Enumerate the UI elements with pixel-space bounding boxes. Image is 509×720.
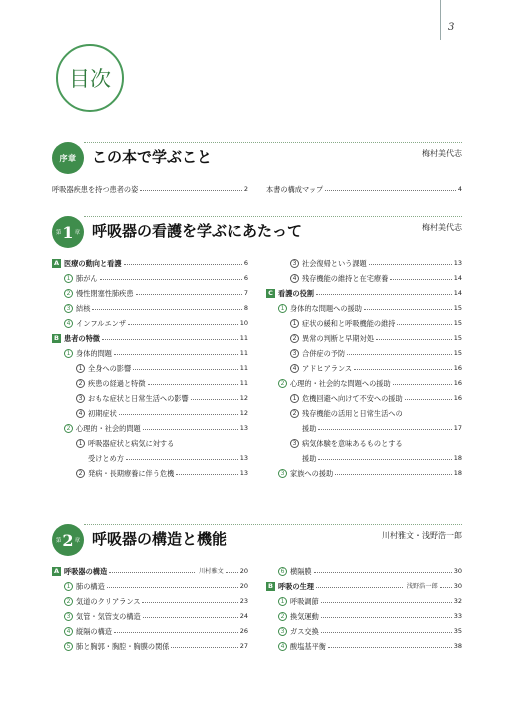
page-ref: 11 bbox=[239, 364, 248, 372]
page-ref: 16 bbox=[453, 379, 462, 387]
dot-leader bbox=[109, 572, 195, 573]
toc-entry[interactable] bbox=[52, 466, 248, 481]
toc-label: 看護の役割 bbox=[278, 289, 314, 298]
page-ref: 30 bbox=[453, 582, 462, 590]
toc-entry[interactable] bbox=[52, 639, 248, 654]
item-number-marker: 4 bbox=[290, 364, 299, 373]
toc-label: 身体的問題 bbox=[76, 349, 112, 358]
page-ref: 16 bbox=[453, 364, 462, 372]
page-number: 3 bbox=[448, 22, 455, 33]
toc-section[interactable] bbox=[266, 579, 462, 594]
chapter-2-left-column bbox=[52, 564, 248, 654]
page-ref: 23 bbox=[239, 597, 248, 605]
toc-label: 心理的・社会的問題 bbox=[76, 424, 141, 433]
toc-label: 結核 bbox=[76, 304, 91, 313]
page-ref: 20 bbox=[239, 567, 248, 575]
intro-chapter bbox=[52, 142, 462, 202]
page-ref: 35 bbox=[453, 627, 462, 635]
toc-entry[interactable] bbox=[266, 421, 462, 436]
toc-entry[interactable] bbox=[266, 451, 462, 466]
item-number-marker: 1 bbox=[64, 582, 73, 591]
toc-entry[interactable] bbox=[52, 624, 248, 639]
toc-label: 家族への援助 bbox=[290, 469, 334, 478]
dot-leader bbox=[114, 632, 238, 633]
dot-leader bbox=[114, 354, 238, 355]
page-ref: 13 bbox=[239, 454, 248, 462]
page-ref: 12 bbox=[239, 409, 248, 417]
page-ref: 18 bbox=[453, 469, 462, 477]
chapter-rule bbox=[84, 142, 462, 143]
item-number-marker: 2 bbox=[64, 424, 73, 433]
dot-leader bbox=[143, 429, 238, 430]
toc-label: ガス交換 bbox=[290, 627, 319, 636]
item-number-marker: 1 bbox=[278, 597, 287, 606]
section-author: 川村雅文 bbox=[198, 568, 224, 575]
page-ref: 13 bbox=[239, 469, 248, 477]
item-number-marker: 1 bbox=[76, 439, 85, 448]
dot-leader bbox=[128, 324, 238, 325]
page-ref: 10 bbox=[239, 319, 248, 327]
page-ref: 8 bbox=[243, 304, 248, 312]
item-number-marker: 2 bbox=[290, 334, 299, 343]
dot-leader bbox=[369, 264, 452, 265]
chapter-1-right-column bbox=[266, 256, 462, 481]
item-number-marker: 4 bbox=[290, 274, 299, 283]
toc-label: 肺と胸郭・胸腔・胸膜の関係 bbox=[76, 642, 170, 651]
toc-entry[interactable] bbox=[52, 436, 248, 451]
chapter-2-title: 呼吸器の構造と機能 bbox=[92, 530, 228, 548]
dot-leader bbox=[107, 587, 238, 588]
toc-entry[interactable] bbox=[52, 301, 248, 316]
chapter-1 bbox=[52, 216, 462, 252]
toc-label: 縦隔の構造 bbox=[76, 627, 112, 636]
page-ref: 15 bbox=[453, 349, 462, 357]
item-number-marker: 1 bbox=[290, 319, 299, 328]
toc-label: おもな症状と日常生活への影響 bbox=[88, 394, 189, 403]
page-ref: 15 bbox=[453, 319, 462, 327]
toc-section[interactable] bbox=[266, 286, 462, 301]
page-ref: 14 bbox=[453, 274, 462, 282]
toc-label: 患者の特徴 bbox=[64, 334, 100, 343]
dot-leader bbox=[390, 279, 451, 280]
toc-entry[interactable] bbox=[266, 436, 462, 451]
page-ref: 12 bbox=[239, 394, 248, 402]
toc-label: 呼吸調節 bbox=[290, 597, 319, 606]
item-number-marker: 3 bbox=[290, 349, 299, 358]
item-number-marker: 4 bbox=[278, 642, 287, 651]
toc-section[interactable] bbox=[52, 564, 248, 579]
dot-leader bbox=[321, 632, 452, 633]
toc-entry[interactable] bbox=[266, 301, 462, 316]
toc-label: 身体的な問題への援助 bbox=[290, 304, 362, 313]
toc-entry[interactable]: 本書の構成マップ 4 bbox=[266, 185, 462, 194]
toc-section[interactable] bbox=[52, 256, 248, 271]
toc-label: 横隔膜 bbox=[290, 567, 312, 576]
dot-leader bbox=[126, 459, 238, 460]
item-number-marker: 5 bbox=[64, 642, 73, 651]
toc-label: 気道のクリアランス bbox=[76, 597, 141, 606]
page-ref: 17 bbox=[453, 424, 462, 432]
toc-entry[interactable] bbox=[52, 346, 248, 361]
dot-leader bbox=[397, 324, 451, 325]
section-letter-badge: A bbox=[53, 567, 60, 575]
toc-label: 危機回避へ向けて不安への援助 bbox=[302, 394, 403, 403]
dot-leader bbox=[191, 399, 238, 400]
dot-leader bbox=[316, 294, 452, 295]
dot-leader bbox=[100, 279, 242, 280]
item-number-marker: 4 bbox=[76, 409, 85, 418]
item-number-marker: 2 bbox=[278, 379, 287, 388]
section-letter-badge: B bbox=[266, 582, 275, 591]
page-ref: 32 bbox=[453, 597, 462, 605]
toc-label: 症状の緩和と呼吸機能の維持 bbox=[302, 319, 396, 328]
toc-label: 気管・気管支の構造 bbox=[76, 612, 141, 621]
page-ref: 11 bbox=[239, 379, 248, 387]
section-letter-badge: C bbox=[266, 289, 275, 298]
toc-label: 呼吸の生理 bbox=[278, 582, 314, 591]
toc-label: 残存機能の活用と日常生活への bbox=[302, 409, 403, 418]
toc-entry[interactable] bbox=[266, 466, 462, 481]
toc-entry[interactable] bbox=[52, 361, 248, 376]
dot-leader bbox=[393, 384, 452, 385]
toc-entry[interactable] bbox=[52, 609, 248, 624]
page-ref: 11 bbox=[239, 349, 248, 357]
page-ref: 6 bbox=[243, 274, 248, 282]
page-ref: 14 bbox=[453, 289, 462, 297]
toc-label: 受けとめ方 bbox=[88, 454, 124, 463]
toc-entry[interactable] bbox=[266, 376, 462, 391]
chapter-1-title: 呼吸器の看護を学ぶにあたって bbox=[92, 222, 303, 240]
toc-entry[interactable] bbox=[266, 346, 462, 361]
section-author: 浅野浩一郎 bbox=[406, 583, 438, 590]
page-ref: 6 bbox=[243, 259, 248, 267]
item-number-marker: 3 bbox=[76, 394, 85, 403]
intro-badge: 序章 bbox=[52, 142, 84, 174]
dot-leader bbox=[354, 369, 452, 370]
dot-leader bbox=[318, 429, 451, 430]
dot-leader bbox=[171, 647, 237, 648]
dot-leader bbox=[440, 587, 452, 588]
toc-title: 目次 bbox=[69, 67, 111, 91]
dot-leader bbox=[316, 587, 403, 588]
chapter-2-author: 川村雅文・浅野浩一郎 bbox=[382, 531, 462, 540]
dot-leader bbox=[314, 572, 452, 573]
item-number-marker: 3 bbox=[64, 304, 73, 313]
toc-label: 呼吸器症状と病気に対する bbox=[88, 439, 175, 448]
page-ref: 15 bbox=[453, 304, 462, 312]
page-ref: 38 bbox=[453, 642, 462, 650]
toc-title-circle bbox=[56, 44, 124, 112]
toc-entry[interactable] bbox=[266, 256, 462, 271]
item-number-marker: 4 bbox=[64, 319, 73, 328]
dot-leader bbox=[142, 602, 237, 603]
page-ref: 11 bbox=[239, 334, 248, 342]
toc-entry[interactable] bbox=[52, 421, 248, 436]
toc-entry[interactable] bbox=[52, 391, 248, 406]
page-ref: 15 bbox=[453, 334, 462, 342]
item-number-marker: 2 bbox=[76, 379, 85, 388]
page-ref: 18 bbox=[453, 454, 462, 462]
dot-leader bbox=[321, 617, 452, 618]
section-letter-badge: A bbox=[53, 259, 60, 267]
page-ref: 26 bbox=[239, 627, 248, 635]
chapter-1-author: 梅村美代志 bbox=[422, 223, 462, 232]
page-ref: 24 bbox=[239, 612, 248, 620]
page-ref: 27 bbox=[239, 642, 248, 650]
toc-entry[interactable] bbox=[266, 271, 462, 286]
page-ref: 16 bbox=[453, 394, 462, 402]
page-ref: 13 bbox=[239, 424, 248, 432]
dot-leader bbox=[176, 474, 237, 475]
dot-leader bbox=[364, 309, 452, 310]
toc-label: 酸塩基平衡 bbox=[290, 642, 326, 651]
section-letter-badge: B bbox=[52, 334, 61, 343]
page-ref: 33 bbox=[453, 612, 462, 620]
intro-title: この本で学ぶこと bbox=[92, 148, 213, 166]
toc-label: アドヒアランス bbox=[302, 364, 353, 373]
toc-label: 援助 bbox=[302, 454, 317, 463]
dot-leader bbox=[376, 339, 452, 340]
toc-label: 心理的・社会的な問題への援助 bbox=[290, 379, 391, 388]
item-number-marker: 3 bbox=[290, 439, 299, 448]
toc-entry[interactable] bbox=[52, 376, 248, 391]
item-number-marker: 3 bbox=[290, 259, 299, 268]
toc-entry[interactable] bbox=[52, 316, 248, 331]
dot-leader bbox=[405, 399, 452, 400]
toc-label: 異常の判断と早期対処 bbox=[302, 334, 374, 343]
toc-entry[interactable] bbox=[52, 286, 248, 301]
toc-label: 呼吸器の構造 bbox=[64, 567, 108, 576]
dot-leader bbox=[119, 414, 238, 415]
toc-label: 医療の動向と看護 bbox=[64, 259, 122, 268]
toc-label: 換気運動 bbox=[290, 612, 319, 621]
toc-entry[interactable] bbox=[266, 639, 462, 654]
toc-entry[interactable] bbox=[266, 316, 462, 331]
toc-entry[interactable] bbox=[266, 361, 462, 376]
page-ref: 30 bbox=[453, 567, 462, 575]
dot-leader bbox=[124, 264, 242, 265]
toc-label: 全身への影響 bbox=[88, 364, 132, 373]
chapter-rule bbox=[84, 216, 462, 217]
toc-label: 残存機能の維持と在宅療養 bbox=[302, 274, 389, 283]
toc-label: 病気体験を意味あるものとする bbox=[302, 439, 403, 448]
toc-entry[interactable] bbox=[266, 391, 462, 406]
item-number-marker: 1 bbox=[290, 394, 299, 403]
chapter-2-right-column bbox=[266, 564, 462, 654]
toc-entry[interactable] bbox=[52, 451, 248, 466]
item-number-marker: 1 bbox=[278, 304, 287, 313]
header-rule bbox=[440, 0, 441, 40]
toc-label: 援助 bbox=[302, 424, 317, 433]
toc-entry[interactable] bbox=[266, 609, 462, 624]
toc-label: 肺の構造 bbox=[76, 582, 105, 591]
chapter-rule bbox=[84, 524, 462, 525]
item-number-marker: 2 bbox=[278, 612, 287, 621]
toc-label: 慢性閉塞性肺疾患 bbox=[76, 289, 134, 298]
toc-entry[interactable] bbox=[266, 331, 462, 346]
dot-leader bbox=[321, 602, 452, 603]
chapter-1-badge: 第 1 章 bbox=[52, 216, 84, 248]
toc-entry[interactable] bbox=[266, 406, 462, 421]
toc-label: 社会復帰という課題 bbox=[302, 259, 367, 268]
item-number-marker: 2 bbox=[64, 597, 73, 606]
item-number-marker: 1 bbox=[64, 349, 73, 358]
item-number-marker: 2 bbox=[76, 469, 85, 478]
toc-entry[interactable] bbox=[266, 624, 462, 639]
toc-entry[interactable]: 呼吸器疾患を持つ患者の姿 2 bbox=[52, 185, 248, 194]
item-number-marker: 2 bbox=[290, 409, 299, 418]
item-number-marker: 1 bbox=[64, 274, 73, 283]
toc-label: インフルエンザ bbox=[76, 319, 127, 328]
dot-leader bbox=[92, 309, 241, 310]
chapter-2-badge: 第 2 章 bbox=[52, 524, 84, 556]
toc-label: 発病・長期療養に伴う危機 bbox=[88, 469, 175, 478]
dot-leader bbox=[102, 339, 238, 340]
toc-label: 疾患の経過と特徴 bbox=[88, 379, 146, 388]
toc-entry[interactable] bbox=[52, 594, 248, 609]
toc-entry[interactable] bbox=[266, 564, 462, 579]
page-ref: 7 bbox=[243, 289, 248, 297]
intro-author: 梅村美代志 bbox=[422, 149, 462, 158]
page-ref: 20 bbox=[239, 582, 248, 590]
chapter-2 bbox=[52, 524, 462, 560]
dot-leader bbox=[136, 294, 242, 295]
page-ref: 13 bbox=[453, 259, 462, 267]
toc-label: 合併症の予防 bbox=[302, 349, 346, 358]
dot-leader bbox=[318, 459, 451, 460]
toc-entry[interactable] bbox=[266, 594, 462, 609]
dot-leader bbox=[133, 369, 238, 370]
toc-label: 肺がん bbox=[76, 274, 98, 283]
toc-entry[interactable] bbox=[52, 271, 248, 286]
dot-leader bbox=[335, 474, 452, 475]
item-number-marker: 4 bbox=[64, 627, 73, 636]
item-number-marker: 1 bbox=[76, 364, 85, 373]
dot-leader bbox=[347, 354, 452, 355]
dot-leader bbox=[143, 617, 238, 618]
item-number-marker: 6 bbox=[278, 567, 287, 576]
chapter-1-left-column bbox=[52, 256, 248, 481]
item-number-marker: 2 bbox=[64, 289, 73, 298]
toc-section[interactable] bbox=[52, 331, 248, 346]
dot-leader bbox=[226, 572, 238, 573]
toc-label: 初期症状 bbox=[88, 409, 117, 418]
dot-leader bbox=[148, 384, 238, 385]
item-number-marker: 3 bbox=[278, 469, 287, 478]
item-number-marker: 3 bbox=[64, 612, 73, 621]
toc-entry[interactable] bbox=[52, 579, 248, 594]
toc-entry[interactable] bbox=[52, 406, 248, 421]
dot-leader bbox=[328, 647, 452, 648]
item-number-marker: 3 bbox=[278, 627, 287, 636]
